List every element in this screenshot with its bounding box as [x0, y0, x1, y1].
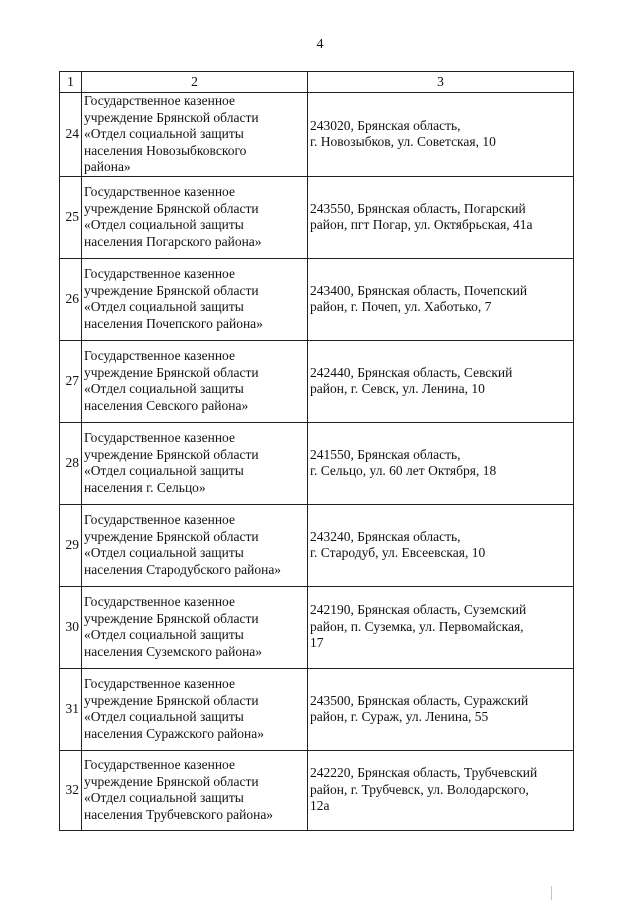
column-header-address: 3	[308, 72, 574, 93]
row-number: 30	[60, 586, 82, 668]
institution-address: 242220, Брянская область, Трубчевский район, г. Трубчевск, ул. Володарского, 12а	[308, 750, 574, 830]
table-row	[60, 176, 574, 258]
row-number: 27	[60, 340, 82, 422]
table-row	[60, 340, 574, 422]
institution-address: 242190, Брянская область, Суземский район, п. Суземка, ул. Первомайская, 17	[308, 586, 574, 668]
institution-name: Государственное казенное учреждение Брянской области «Отдел социальной защиты населения Севского района»	[82, 340, 308, 422]
table-row	[60, 93, 574, 177]
row-number: 32	[60, 750, 82, 830]
institutions-table	[59, 71, 574, 831]
institution-address: 243240, Брянская область, г. Стародуб, ул. Евсеевская, 10	[308, 504, 574, 586]
row-number: 25	[60, 176, 82, 258]
table-row	[60, 750, 574, 830]
page-number: 4	[316, 37, 324, 52]
row-number: 31	[60, 668, 82, 750]
institution-address: 243400, Брянская область, Почепский район, г. Почеп, ул. Хаботько, 7	[308, 258, 574, 340]
column-header-number: 1	[60, 72, 82, 93]
table-row	[60, 422, 574, 504]
institution-address: 243020, Брянская область, г. Новозыбков, ул. Советская, 10	[308, 93, 574, 177]
institution-name: Государственное казенное учреждение Брянской области «Отдел социальной защиты населения Почепского района»	[82, 258, 308, 340]
institution-address: 243500, Брянская область, Суражский район, г. Сураж, ул. Ленина, 55	[308, 668, 574, 750]
institution-name: Государственное казенное учреждение Брянской области «Отдел социальной защиты населения Новозыбковского района»	[82, 93, 308, 177]
scan-artifact	[551, 886, 558, 900]
row-number: 28	[60, 422, 82, 504]
institution-address: 242440, Брянская область, Севский район, г. Севск, ул. Ленина, 10	[308, 340, 574, 422]
institution-name: Государственное казенное учреждение Брянской области «Отдел социальной защиты населения Суражского района»	[82, 668, 308, 750]
institution-name: Государственное казенное учреждение Брянской области «Отдел социальной защиты населения г. Сельцо»	[82, 422, 308, 504]
row-number: 24	[60, 93, 82, 177]
column-header-name: 2	[82, 72, 308, 93]
institution-address: 243550, Брянская область, Погарский район, пгт Погар, ул. Октябрьская, 41а	[308, 176, 574, 258]
institution-name: Государственное казенное учреждение Брянской области «Отдел социальной защиты населения Погарского района»	[82, 176, 308, 258]
table-row	[60, 258, 574, 340]
institution-name: Государственное казенное учреждение Брянской области «Отдел социальной защиты населения Трубчевского района»	[82, 750, 308, 830]
row-number: 29	[60, 504, 82, 586]
table-row	[60, 504, 574, 586]
institution-name: Государственное казенное учреждение Брянской области «Отдел социальной защиты населения Суземского района»	[82, 586, 308, 668]
table-header-row	[60, 72, 574, 93]
institution-name: Государственное казенное учреждение Брянской области «Отдел социальной защиты населения Стародубского района»	[82, 504, 308, 586]
institution-address: 241550, Брянская область, г. Сельцо, ул. 60 лет Октября, 18	[308, 422, 574, 504]
table-row	[60, 586, 574, 668]
row-number: 26	[60, 258, 82, 340]
table-row	[60, 668, 574, 750]
